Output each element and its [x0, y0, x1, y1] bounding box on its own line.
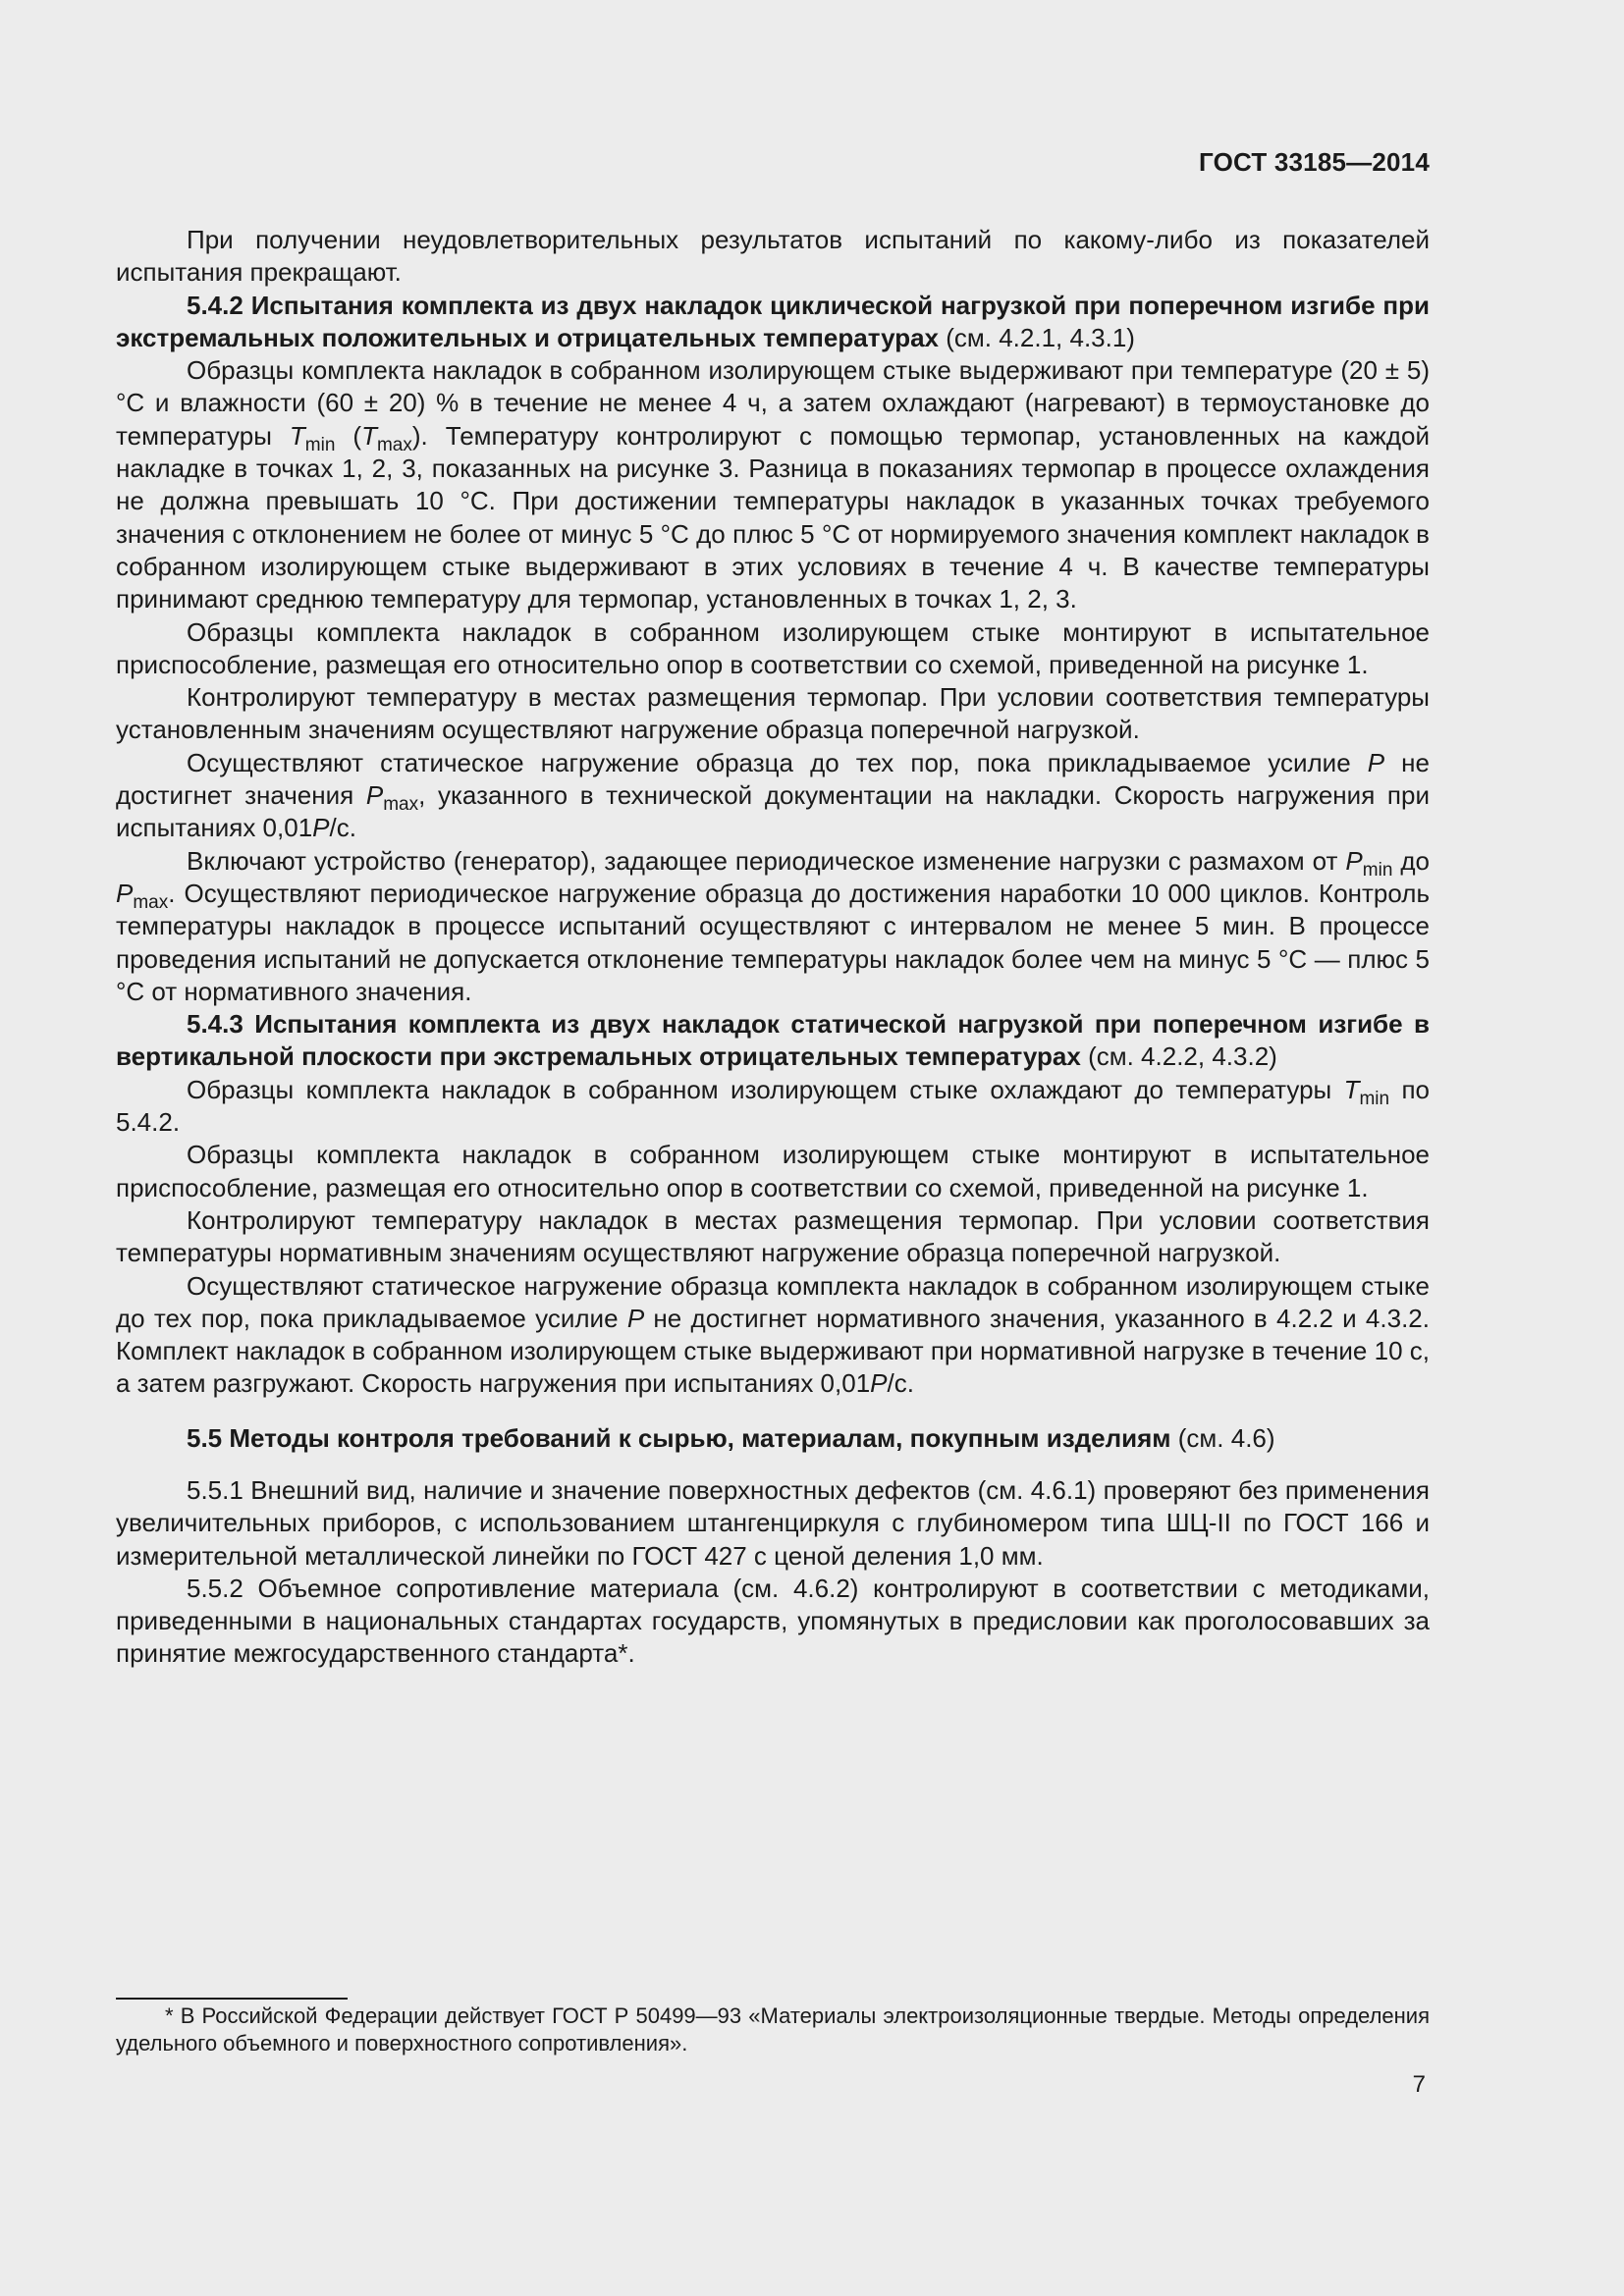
- text-run: не достигнет значения: [116, 747, 1430, 811]
- text-run: Осуществляют статическое нагружение образца комплекта накладок в собранном изолирующем стыке до тех пор, пока прикладываемое усилие: [116, 1270, 1430, 1333]
- symbol-p: P: [1367, 747, 1385, 777]
- section-5-4-2: [116, 290, 1430, 355]
- text-run: ). Температуру контролируют с помощью термопар, установленных на каждой накладке в точках 1, 2, 3, показанных на рисунке 3. Разница в показаниях термопар в процессе охлаждения не должна превышать 10 °С. При достижении температуры накладок в указанных точках требуемого значения с отклонением не более от минус 5 °С до плюс 5 °С от нормируемого значения комплект накладок в собранном изолирующем стыке выдерживают в этих условиях в течение 4 ч. В качестве температуры принимают среднюю температуру для термопар, установленных в точках 1, 2, 3.: [116, 420, 1430, 614]
- subscript-max: max: [133, 891, 169, 913]
- footnote-text: * В Российской Федерации действует ГОСТ Р 50499—93 «Материалы электроизоляционные твердые. Методы определения удельного объемного и поверхностного сопротивления».: [116, 2003, 1430, 2056]
- text-run: Включают устройство (генератор), задающее периодическое изменение нагрузки с размахом от: [187, 845, 1346, 876]
- page-number: 7: [1412, 2071, 1426, 2098]
- text-run: , указанного в технической документации на накладки. Скорость нагружения при испытаниях 0,01: [116, 780, 1430, 843]
- symbol-t: T: [289, 420, 305, 451]
- paragraph: 5.5.1 Внешний вид, наличие и значение поверхностных дефектов (см. 4.6.1) проверяют без применения увеличительных приборов, с использованием штангенциркуля с глубиномером типа ШЦ-II по ГОСТ 166 и измерительной металлической линейки по ГОСТ 427 с ценой деления 1,0 мм.: [116, 1474, 1430, 1571]
- section-heading: 5.5 Методы контроля требований к сырью, материалам, покупным изделиям: [187, 1422, 1171, 1453]
- section-heading: 5.4.2 Испытания комплекта из двух накладок циклической нагрузкой при поперечном изгибе при экстремальных положительных и отрицательных температурах: [116, 290, 1430, 352]
- symbol-p: P: [626, 1303, 645, 1333]
- paragraph: Контролируют температуру накладок в местах размещения термопар. При условии соответствия температуры нормативным значениям осуществляют нагружение образца поперечной нагрузкой.: [116, 1204, 1430, 1268]
- paragraph: Образцы комплекта накладок в собранном изолирующем стыке монтируют в испытательное приспособление, размещая его относительно опор в соответствии со схемой, приведенной на рисунке 1.: [116, 616, 1430, 679]
- symbol-t: T: [1343, 1074, 1360, 1104]
- document-id-header: ГОСТ 33185—2014: [1199, 147, 1430, 177]
- subscript-min: min: [1362, 859, 1393, 881]
- symbol-p: P: [312, 813, 330, 843]
- symbol-p: P: [116, 878, 134, 908]
- text-run: (: [335, 420, 362, 451]
- section-reference: (см. 4.2.2, 4.3.2): [1080, 1041, 1277, 1072]
- text-run: . Осуществляют периодическое нагружение образца до достижения наработки 10 000 циклов. Контроль температуры накладок в процессе испытаний осуществляют с интервалом не менее 5 мин. В процессе проведения испытаний не допускается отклонение температуры накладок более чем на минус 5 °С — плюс 5 °С от нормативного значения.: [116, 878, 1430, 1006]
- footnote: [116, 2002, 1430, 2057]
- text-run: Осуществляют статическое нагружение образца до тех пор, пока прикладываемое усилие: [187, 747, 1368, 777]
- symbol-p: P: [1345, 845, 1363, 876]
- page-body: [116, 224, 1430, 1671]
- paragraph: [116, 747, 1430, 845]
- section-reference: (см. 4.6): [1170, 1422, 1275, 1453]
- text-run: /с.: [887, 1368, 914, 1399]
- paragraph: [116, 845, 1430, 1008]
- footnote-divider: [116, 1998, 348, 2000]
- section-5-5: [116, 1422, 1430, 1455]
- subscript-max: max: [383, 794, 419, 816]
- text-run: до: [1392, 845, 1430, 876]
- text-run: не достигнет нормативного значения, указанного в 4.2.2 и 4.3.2. Комплект накладок в собранном изолирующем стыке выдерживают при нормативной нагрузке в течение 10 с, а затем разгружают. Скорость нагружения при испытаниях 0,01: [116, 1303, 1430, 1399]
- paragraph: [116, 354, 1430, 615]
- paragraph: 5.5.2 Объемное сопротивление материала (см. 4.6.2) контролируют в соответствии с методиками, приведенными в национальных стандартах государств, упомянутых в предисловии как проголосовавших за принятие межгосударственного стандарта*.: [116, 1573, 1430, 1669]
- section-5-4-3: [116, 1008, 1430, 1074]
- subscript-min: min: [1359, 1088, 1390, 1109]
- text-run: /с.: [329, 813, 356, 843]
- symbol-p: P: [870, 1368, 888, 1399]
- paragraph: [116, 1270, 1430, 1401]
- paragraph: Контролируют температуру в местах размещения термопар. При условии соответствия температуры установленным значениям осуществляют нагружение образца поперечной нагрузкой.: [116, 682, 1430, 745]
- paragraph: При получении неудовлетворительных результатов испытаний по какому-либо из показателей испытания прекращают.: [116, 225, 1430, 288]
- section-reference: (см. 4.2.1, 4.3.1): [939, 322, 1135, 352]
- paragraph: [116, 1074, 1430, 1140]
- paragraph: Образцы комплекта накладок в собранном изолирующем стыке монтируют в испытательное приспособление, размещая его относительно опор в соответствии со схемой, приведенной на рисунке 1.: [116, 1140, 1430, 1202]
- text-run: Образцы комплекта накладок в собранном изолирующем стыке охлаждают до температуры: [187, 1074, 1344, 1104]
- section-heading: 5.4.3 Испытания комплекта из двух накладок статической нагрузкой при поперечном изгибе в вертикальной плоскости при экстремальных отрицательных температурах: [116, 1009, 1430, 1072]
- symbol-p: P: [365, 780, 384, 811]
- symbol-t: T: [361, 420, 377, 451]
- subscript-min: min: [304, 434, 336, 455]
- text-run: Образцы комплекта накладок в собранном изолирующем стыке выдерживают при температуре (20 ± 5) °С и влажности (60 ± 20) % в течение не менее 4 ч, а затем охлаждают (нагревают) в термоустановке до температуры: [116, 355, 1430, 451]
- text-run: по 5.4.2.: [116, 1074, 1431, 1138]
- subscript-max: max: [376, 434, 412, 455]
